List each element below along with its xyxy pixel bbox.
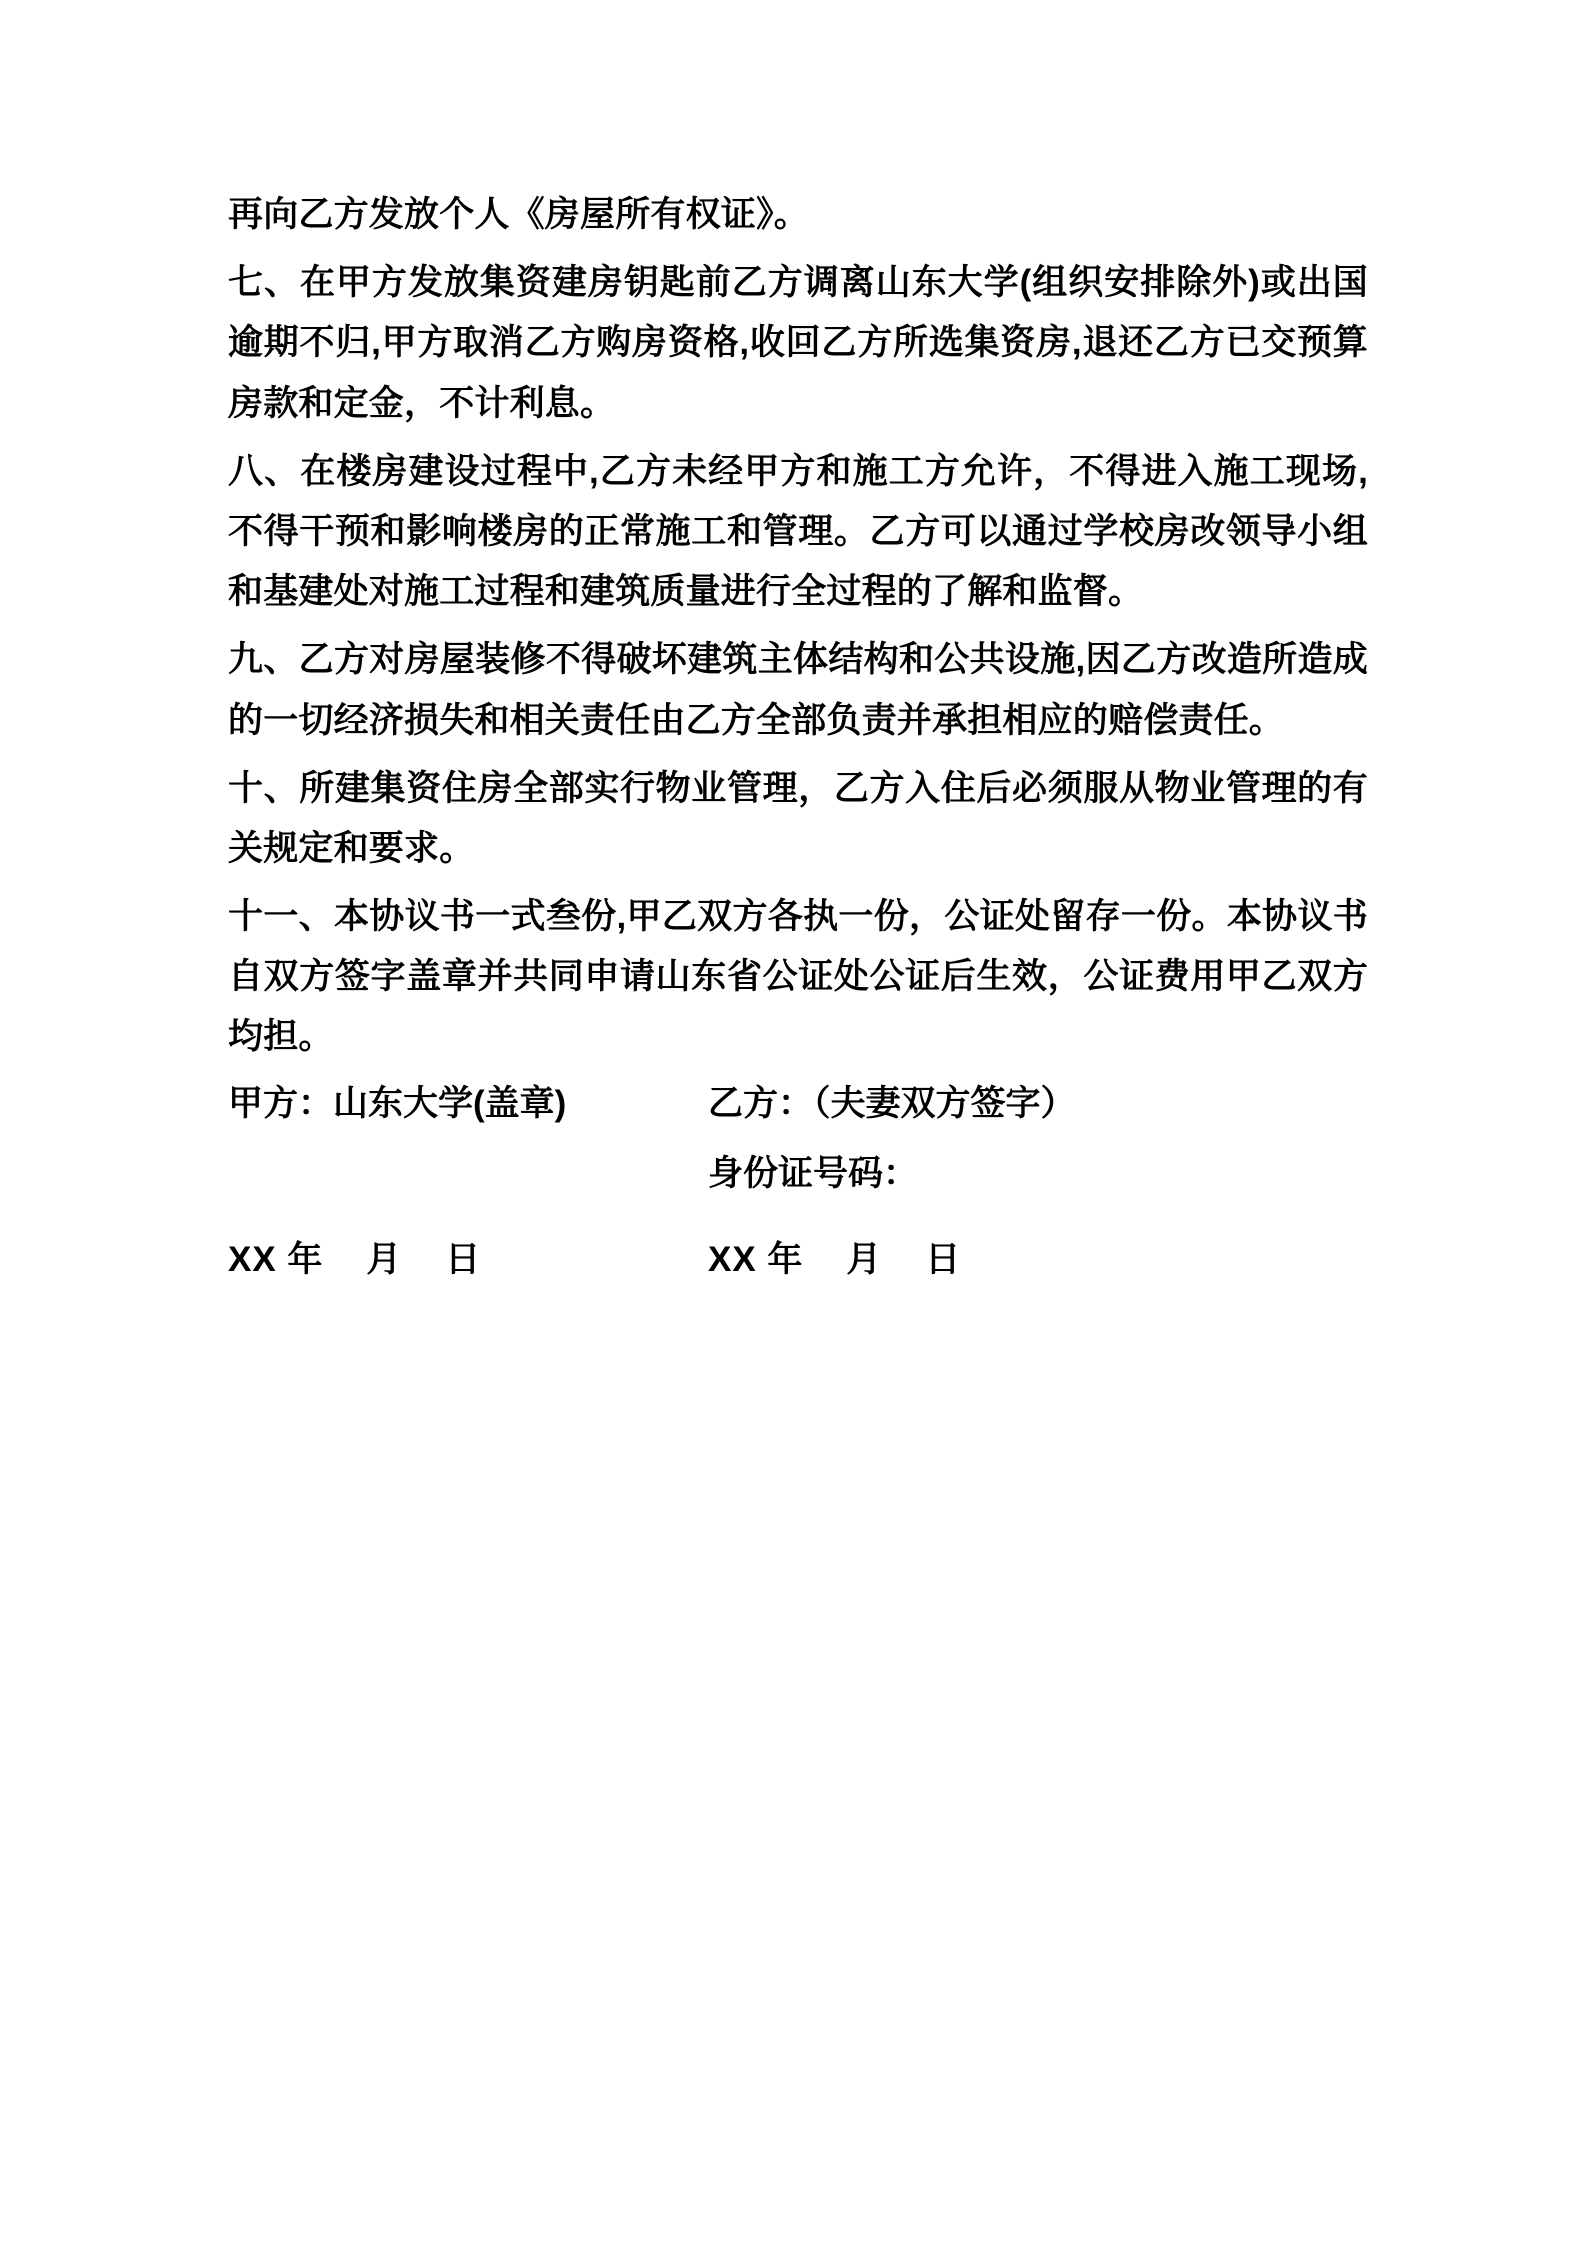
signature-row-dates [228,1230,1368,1290]
paragraph-clause-7: 七、在甲方发放集资建房钥匙前乙方调离山东大学(组织安排除外)或出国逾期不归,甲方取消乙方购房资格,收回乙方所选集资房,退还乙方已交预算房款和定金，不计利息。 [228,263,1368,423]
party-b-label: 乙方：（夫妻双方签字） [708,1083,1076,1123]
paragraph-clause-9: 九、乙方对房屋装修不得破坏建筑主体结构和公共设施,因乙方改造所造成的一切经济损失和相关责任由乙方全部负责并承担相应的赔偿责任。 [228,640,1368,740]
document-body [228,185,1368,1290]
signature-spacer [228,1144,708,1204]
paragraph-intro: 再向乙方发放个人《房屋所有权证》。 [228,195,809,234]
signature-row-id [228,1144,1368,1204]
signature-row-parties [228,1074,1368,1134]
paragraph-clause-8: 八、在楼房建设过程中,乙方未经甲方和施工方允许，不得进入施工现场,不得干预和影响楼房的正常施工和管理。乙方可以通过学校房改领导小组和基建处对施工过程和建筑质量进行全过程的了解和监督。 [228,451,1368,612]
date-party-b: XX 年 月 日 [708,1240,962,1279]
date-party-a: XX 年 月 日 [228,1240,482,1279]
party-a-label: 甲方：山东大学(盖章) [228,1083,567,1123]
id-number-label: 身份证号码： [708,1153,919,1193]
paragraph-clause-11: 十一、本协议书一式叁份,甲乙双方各执一份，公证处留存一份。本协议书自双方签字盖章并共同申请山东省公证处公证后生效，公证费用甲乙双方均担。 [228,897,1368,1057]
paragraph-clause-10: 十、所建集资住房全部实行物业管理，乙方入住后必须服从物业管理的有关规定和要求。 [228,768,1368,868]
